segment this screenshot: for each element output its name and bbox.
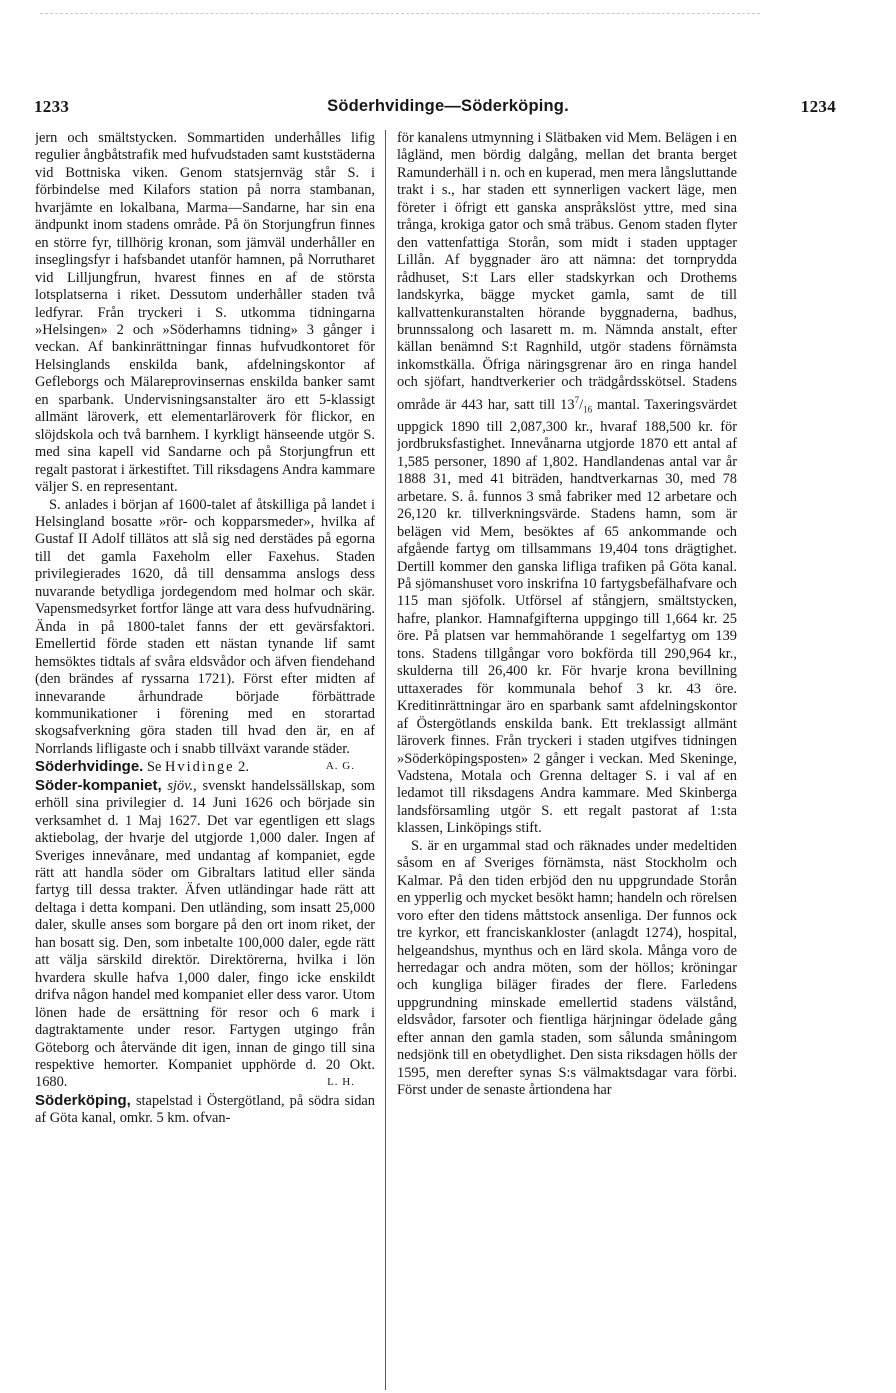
page-header bbox=[30, 97, 866, 125]
cross-reference: Hvidinge bbox=[164, 759, 235, 776]
paragraph-text: S. anlades i början af 1600-talet af åtskilliga på landet i Helsingland bosatte »rör- och kopparsmeder», hvilka af Gustaf II Adolf tillätos att slå sig ned derstädes på egorna till det gamla Faxeholm eller Faxehus. Staden privilegierades 1620, då till densamma anslogs dess nuvarande betydliga jordegendom med holmar och skär. Vapensmedsyrket fortfor länge att vara dess hufvudnäring. Ända in på 1800-talet fanns der ett gevärsfaktori. Emellertid förde staden ett nästan tynande lif samt hemsöktes tidtals af svåra eldsvådor och äfven fiendehand (den brändes af ryssarna 1721). Först efter midten af innevarande århundrade började förbättrade kommunikationer i förening med en storartad skogsafverkning göra staden till hvad den är, en af Norrlands lifligaste och i snabb tillväxt varande städer. bbox=[35, 496, 375, 757]
entry-soder-kompaniet bbox=[35, 777, 375, 1092]
author-signature: L. H. bbox=[327, 1076, 355, 1089]
subject-abbreviation: sjöv., bbox=[167, 777, 197, 794]
right-column bbox=[397, 130, 737, 1380]
paragraph: S. är en urgammal stad och räknades under medeltiden såsom en af Sveriges förnämsta, näst Stockholm och Kalmar. På den tiden erbjöd den nu uppgrundade Storån en ypperlig och mycket besökt hamn; handeln och rörelsen voro efter den tidens måttstock ansenliga. Der funnos ock tre kyrkor, ett franciskankloster (anlagdt 1274), hospital, helgeandshus, mynthus och en lärd skola. Många voro de herredagar och andra möten, som der höllos; kröningar och kungliga biläger firades der flere. Farledens uppgrundning minskade emellertid stadens välstånd, eldsvådor, farsoter och fientliga härjningar ödelade gång efter annan den gamla staden, som sålunda småningom nedsjönk till en obetydlighet. Den sista riksdagen hölls der 1595, men derefter synas S:s välmaktsdagar vara förbi. Först under de senaste årtiondena har bbox=[397, 837, 737, 1099]
entry-text: 2. bbox=[238, 759, 249, 776]
paragraph: för kanalens utmynning i Slätbaken vid Mem. Belägen i en lågländ, men bördig dalgång, mellan det branta berget Ramunderhäll i n. och en kuperad, men mera långsluttande trakt i s., har staden ett synnerligen vackert läge, men företer i öfrigt ett ganska anspråkslöst yttre, med sina trånga, krokiga gator och små träbus. Genom staden flyter den vattenfattiga Storån, som midt i staden upptager Lillån. Af byggnader äro att nämna: det tornprydda rådhuset, S:t Lars eller stadskyrkan och Drothems landskyrka, bägge mycket gamla, samt de till kallvattenkuranstalten hörande byggnaderna, badhus, brunnssalong och lasarett m. m. Nämnda anstalt, efter källan benämnd S:t Ragnhild, utgör stadens förnämsta inkomstkälla. Öfriga näringsgrenar äro en ringa handel och sjöfart, handtverkerier och trädgårdsskötsel. Stadens område är 443 har, satt till $13^7/_{16}$ mantal. Taxeringsvärdet uppgick 1890 till 2,087,300 kr., hvaraf 188,500 kr. för jordbruksfastighet. Innevånarna utgjorde 1870 ett antal af 1,585 personer, 1890 af 1,802. Handlandenas antal var år 1888 31, med 41 biträden, handtverkarnas 30, med 78 arbetare. S. å. funnos 3 små fabriker med 12 arbetare och 26,120 kr. tillverkningsvärde. Stadens hamn, som är belägen vid Mem, besöktes af 65 ankommande och afgående fartyg om tillsammans 19,404 tons drägtighet. Dertill kommer den ganska lifliga trafiken på Göta kanal. På sjömanshuset voro inskrifna 10 fartygsbefälhafvare och 115 man sjöfolk. Utförsel af stångjern, smältstycken, hafre, plankor. Hamnafgifterna uppgingo till 1,664 kr. 25 öre. På platsen var hemmahörande 1 segelfartyg om 139 tons. Stadens tillgångar voro bokförda till 290,964 kr., skulderna till 26,400 kr. För hvarje krona bevillning uttaxerades för kommunala behof 3 kr. 43 öre. Kreditinrättningar äro en sparbank samt afdelningskontor af Östergötlands enskilda bank. Ett treklassigt allmänt läroverk finnes. Från tryckeri i staden utgifves tidningen »Söderköpingsposten» 2 gånger i veckan. Med Skeninge, Vadstena, Motala och Grenna deltager S. i val af en ledamot till riksdagens Andra kammare. Med Skinberga landsförsamling utgör S. ett regalt pastorat af 1:sta klassen, Linköpings stift. bbox=[397, 130, 737, 837]
left-column bbox=[35, 130, 375, 1380]
paragraph-text: mantal. Taxeringsvärdet uppgick 1890 till 2,087,300 kr., hvaraf 188,500 kr. för jordbruksfastighet. Innevånarna utgjorde 1870 ett antal af 1,585 personer, 1890 af 1,802. Handlandenas antal var år 1888 31, med 41 biträden, handtverkarnas 30, med 78 arbetare. S. å. funnos 3 små fabriker med 12 arbetare och 26,120 kr. tillverkningsvärde. Stadens hamn, som är belägen vid Mem, besöktes af 65 ankommande och afgående fartyg om tillsammans 19,404 tons drägtighet. Dertill kommer den ganska lifliga trafiken på Göta kanal. På sjömanshuset voro inskrifna 10 fartygsbefälhafvare och 115 man sjöfolk. Utförsel af stångjern, smältstycken, hafre, plankor. Hamnafgifterna uppgingo till 1,664 kr. 25 öre. På platsen var hemmahörande 1 segelfartyg om 139 tons. Stadens tillgångar voro bokförda till 290,964 kr., skulderna till 26,400 kr. För hvarje krona bevillning uttaxerades för kommunala behof 3 kr. 43 öre. Kreditinrättningar äro en sparbank samt afdelningskontor af Östergötlands enskilda bank. Ett treklassigt allmänt läroverk finnes. Från tryckeri i staden utgifves tidningen »Söderköpingsposten» 2 gånger i veckan. Med Skeninge, Vadstena, Motala och Grenna deltager S. i val af en ledamot till riksdagens Andra kammare. Med Skinberga landsförsamling utgör S. ett regalt pastorat af 1:sta klassen, Linköpings stift. bbox=[397, 396, 737, 837]
column-divider bbox=[385, 130, 386, 1390]
page-number-left: 1233 bbox=[34, 97, 70, 116]
paragraph-text: för kanalens utmynning i Slätbaken vid Mem. Belägen i en lågländ, men bördig dalgång, mellan det branta berget Ramunderhäll i n. och en kuperad, men mera långsluttande trakt i s., har staden ett synnerligen vackert läge, men företer i öfrigt ett ganska anspråkslöst yttre, med sina trånga, krokiga gator och små träbus. Genom staden flyter den vattenfattiga Storån, som midt i staden upptager Lillån. Af byggnader äro att nämna: det tornprydda rådhuset, S:t Lars eller stadskyrkan och Drothems landskyrka, bägge mycket gamla, samt de till kallvattenkuranstalten hörande byggnaderna, badhus, brunnssalong och lasarett m. m. Nämnda anstalt, efter källan benämnd S:t Ragnhild, utgör stadens förnämsta inkomstkälla. Öfriga näringsgrenar äro en ringa handel och sjöfart, handtverkerier och trädgårdsskötsel. Stadens område är 443 har, satt till 13 bbox=[397, 130, 737, 413]
entry-headword: Söderhvidinge. bbox=[35, 758, 144, 776]
scan-artifact-rule bbox=[40, 13, 760, 14]
page-number-right: 1234 bbox=[800, 97, 836, 116]
entry-text: Se bbox=[146, 759, 162, 776]
fraction-denominator: 16 bbox=[583, 404, 593, 415]
paragraph: jern och smältstycken. Sommartiden underhålles lifig regulier ångbåtstrafik med hufvudstaden samt kuststäderna vid Bottniska viken. Genom statsjernväg står S. i förbindelse med Kilafors station på norra stambanan, hvarjämte en lokalbana, Marma—Sandarne, har sin ena ändpunkt inom stadens område. På ön Storjungfrun finnes en större fyr, tillhörig kronan, som jämväl underhåller en inseglingsfyr i hafsbandet utanför hamnen, på Norrutharet vid Lilljungfrun, hvarest finnes en af de största lotsplatserna i riket. Dessutom underhåller staden två ledfyrar. Från tryckeri i S. utkomma tidningarna »Helsingen» 2 och »Söderhamns tidning» 3 gånger i veckan. Af bankinrättningar finnas hufvudkontoret för Helsinglands enskilda bank, afdelningskontor af Gefleborgs och Mälareprovinsernas enskilda banker samt en sparbank. Undervisningsanstalter äro ett 5-klassigt allmänt läroverk, ett elementarläroverk för flickor, en slöjdskola och två barnhem. I kyrkligt hänseende utgör S. med sina kapell vid Sandarne och på Storjungfrun ett regalt pastorat i ärkestiftet. Till riksdagens Andra kammare väljer S. en representant. bbox=[35, 130, 375, 496]
entry-soderkoping bbox=[35, 1092, 375, 1128]
entry-headword: Söderköping, bbox=[35, 1091, 131, 1109]
entry-text: svenskt handelssällskap, som erhöll sina privilegier d. 14 Juni 1626 och började sin verksamhet d. 1 Maj 1627. Det var egentligen ett slags aktiebolag, der hvarje del utgjorde 1,000 daler. Ingen af Sveriges innevånare, med undantag af kompaniet, egde rätt att handla söder om Gibraltars latitud eller sända fartyg till dessa trakter. Äfven utländingar hade rätt att deltaga i detta kompani. Den utländing, som insatt 25,000 daler, skulle anses som borgare på den ort inom riket, der han bosatt sig. Den, som inbetalte 100,000 daler, egde rätt att välja särskild direktör. Direktörerna, hvilka i lön hvardera skulle hafva 1,000 daler, fingo icke enskildt drifva någon handel med kompaniet eller dess varor. Utom lönen hade de ersättning för resor och 6 mark i dagtraktamente under resor. Fartygen utgingo från Göteborg och återvände dit igen, innan de gingo till sina respektive hemorter. Kompaniet upphörde d. 20 Okt. 1680. bbox=[35, 777, 375, 1091]
fraction-numerator: 7 bbox=[574, 394, 580, 405]
entry-headword: Söder-kompaniet, bbox=[35, 776, 162, 794]
author-signature: A. G. bbox=[325, 760, 355, 773]
running-head: Söderhvidinge—Söderköping. bbox=[327, 97, 569, 115]
entry-text: stapelstad i Östergötland, på södra sidan af Göta kanal, omkr. 5 km. ofvan- bbox=[35, 1092, 375, 1127]
